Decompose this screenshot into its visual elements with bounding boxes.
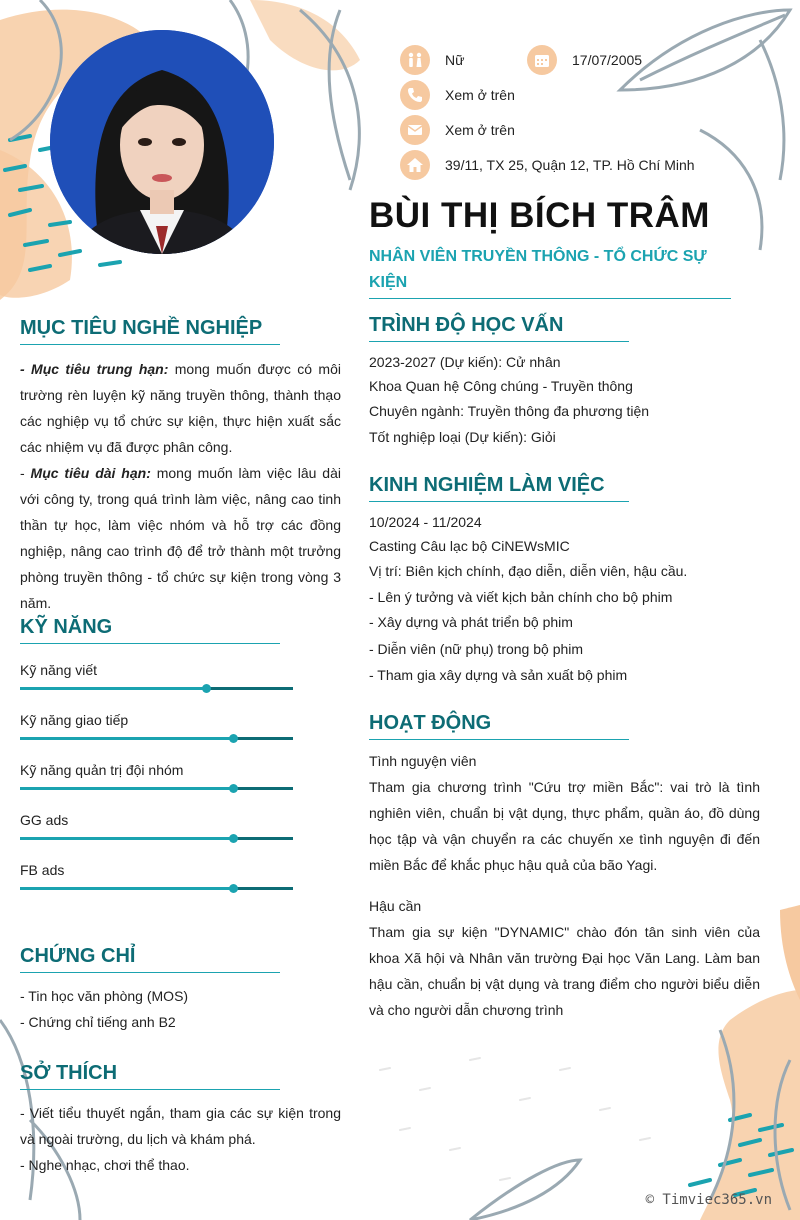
- gender-value: Nữ: [445, 52, 465, 68]
- skill-label: Kỹ năng quản trị đội nhóm: [20, 762, 184, 778]
- gender-icon: [400, 45, 430, 75]
- hobbies-heading: SỞ THÍCH: [20, 1062, 118, 1084]
- activity-description: Tham gia chương trình "Cứu trợ miền Bắc": vai trò là tình nghiên viên, chuẩn bị vật dụng, thực phẩm, quần áo, đồ dùng học tập và vận chuyển ra các chuyến xe tình nguyện đi đến miền Bắc để khắc phục hậu quả của bão Yagi.: [369, 779, 760, 873]
- education-line: Khoa Quan hệ Công chúng - Truyền thông: [369, 378, 633, 394]
- certificates-divider: [20, 972, 280, 973]
- watermark: © Timviec365.vn: [645, 1192, 772, 1208]
- birthdate-value: 17/07/2005: [572, 52, 643, 68]
- education-divider: [369, 341, 629, 342]
- candidate-name: BÙI THỊ BÍCH TRÂM: [369, 196, 710, 235]
- hobbies-divider: [20, 1089, 280, 1090]
- experience-heading: KINH NGHIỆM LÀM VIỆC: [369, 474, 605, 496]
- phone-icon: [400, 80, 430, 110]
- objective-long-prefix: -: [20, 465, 31, 481]
- hobby-item: - Nghe nhạc, chơi thể thao.: [20, 1157, 190, 1173]
- experience-line: - Tham gia xây dựng và sản xuất bộ phim: [369, 667, 628, 683]
- title-divider: [369, 298, 731, 299]
- skills-heading: KỸ NĂNG: [20, 616, 113, 638]
- skill-level-marker: [202, 684, 211, 693]
- experience-line: Vị trí: Biên kịch chính, đạo diễn, diễn viên, hậu cầu.: [369, 563, 688, 579]
- objective-short-label: - Mục tiêu trung hạn:: [20, 361, 169, 377]
- experience-line: 10/2024 - 11/2024: [369, 514, 482, 530]
- skill-bar: [20, 837, 293, 840]
- skill-bar-fill: [20, 887, 233, 890]
- objective-heading: MỤC TIÊU NGHỀ NGHIỆP: [20, 317, 263, 339]
- certificates-heading: CHỨNG CHỈ: [20, 945, 136, 967]
- experience-line: Casting Câu lạc bộ CiNEWsMIC: [369, 538, 570, 554]
- objective-long-label: Mục tiêu dài hạn:: [30, 465, 151, 481]
- activity-role: Tình nguyện viên: [369, 753, 477, 769]
- skill-label: FB ads: [20, 862, 65, 878]
- skills-divider: [20, 643, 280, 644]
- skill-level-marker: [229, 834, 238, 843]
- activity-role: Hậu cần: [369, 898, 422, 914]
- skill-bar-fill: [20, 687, 206, 690]
- skill-level-marker: [229, 884, 238, 893]
- skill-bar: [20, 887, 293, 890]
- activities-divider: [369, 739, 629, 740]
- certificate-item: - Tin học văn phòng (MOS): [20, 988, 189, 1004]
- objective-short-text: mong muốn được có môi trường rèn luyện kỹ năng truyền thông, thành thạo các nghiệp vụ tổ chức sự kiện, thực hiện xuất sắc các nhiệm vụ đã được phân công.: [20, 361, 341, 455]
- skill-level-marker: [229, 734, 238, 743]
- skill-bar-fill: [20, 837, 233, 840]
- objective-long-term: [20, 460, 341, 616]
- certificate-item: - Chứng chỉ tiếng anh B2: [20, 1014, 176, 1030]
- experience-line: - Diễn viên (nữ phụ) trong bộ phim: [369, 641, 584, 657]
- education-line: Chuyên ngành: Truyền thông đa phương tiện: [369, 403, 650, 419]
- email-icon: [400, 115, 430, 145]
- skill-bar-fill: [20, 787, 233, 790]
- profile-photo: [50, 30, 274, 254]
- calendar-icon: [527, 45, 557, 75]
- skill-bar: [20, 787, 293, 790]
- home-icon: [400, 150, 430, 180]
- activity-description: Tham gia sự kiện "DYNAMIC" chào đón tân sinh viên của khoa Xã hội và Nhân văn trường Đại học Văn Lang. Làm ban hậu cần, chuẩn bị vật dụng và trang điểm cho người biểu diễn và cho người dẫn chương trình: [369, 924, 760, 1018]
- education-line: Tốt nghiệp loại (Dự kiến): Giỏi: [369, 429, 556, 445]
- objective-long-text: mong muốn làm việc lâu dài với công ty, trong quá trình làm việc, nâng cao tinh thần tự học, làm việc nhóm và hỗ trợ các đồng nghiệp, nâng cao trình độ để trở thành một trưởng phòng truyền thông - tổ chức sự kiện trong vòng 3 năm.: [20, 465, 341, 611]
- experience-divider: [369, 501, 629, 502]
- address-value: 39/11, TX 25, Quận 12, TP. Hồ Chí Minh: [445, 157, 695, 173]
- email-value: Xem ở trên: [445, 122, 515, 138]
- phone-value: Xem ở trên: [445, 87, 515, 103]
- objective-short-term: [20, 356, 341, 460]
- education-heading: TRÌNH ĐỘ HỌC VẤN: [369, 314, 564, 336]
- experience-line: - Xây dựng và phát triển bộ phim: [369, 614, 573, 630]
- hobby-item: - Viết tiểu thuyết ngắn, tham gia các sự kiện trong và ngoài trường, du lịch và khám phá.: [20, 1105, 341, 1147]
- skill-label: Kỹ năng giao tiếp: [20, 712, 129, 728]
- skill-bar: [20, 687, 293, 690]
- activities-heading: HOẠT ĐỘNG: [369, 712, 492, 734]
- education-line: 2023-2027 (Dự kiến): Cử nhân: [369, 354, 561, 370]
- skill-bar: [20, 737, 293, 740]
- skill-label: GG ads: [20, 812, 69, 828]
- experience-line: - Lên ý tưởng và viết kịch bản chính cho bộ phim: [369, 589, 673, 605]
- job-title: NHÂN VIÊN TRUYỀN THÔNG - TỔ CHỨC SỰ KIỆN: [369, 248, 707, 291]
- skill-level-marker: [229, 784, 238, 793]
- objective-divider: [20, 344, 280, 345]
- skill-bar-fill: [20, 737, 233, 740]
- skill-label: Kỹ năng viết: [20, 662, 98, 678]
